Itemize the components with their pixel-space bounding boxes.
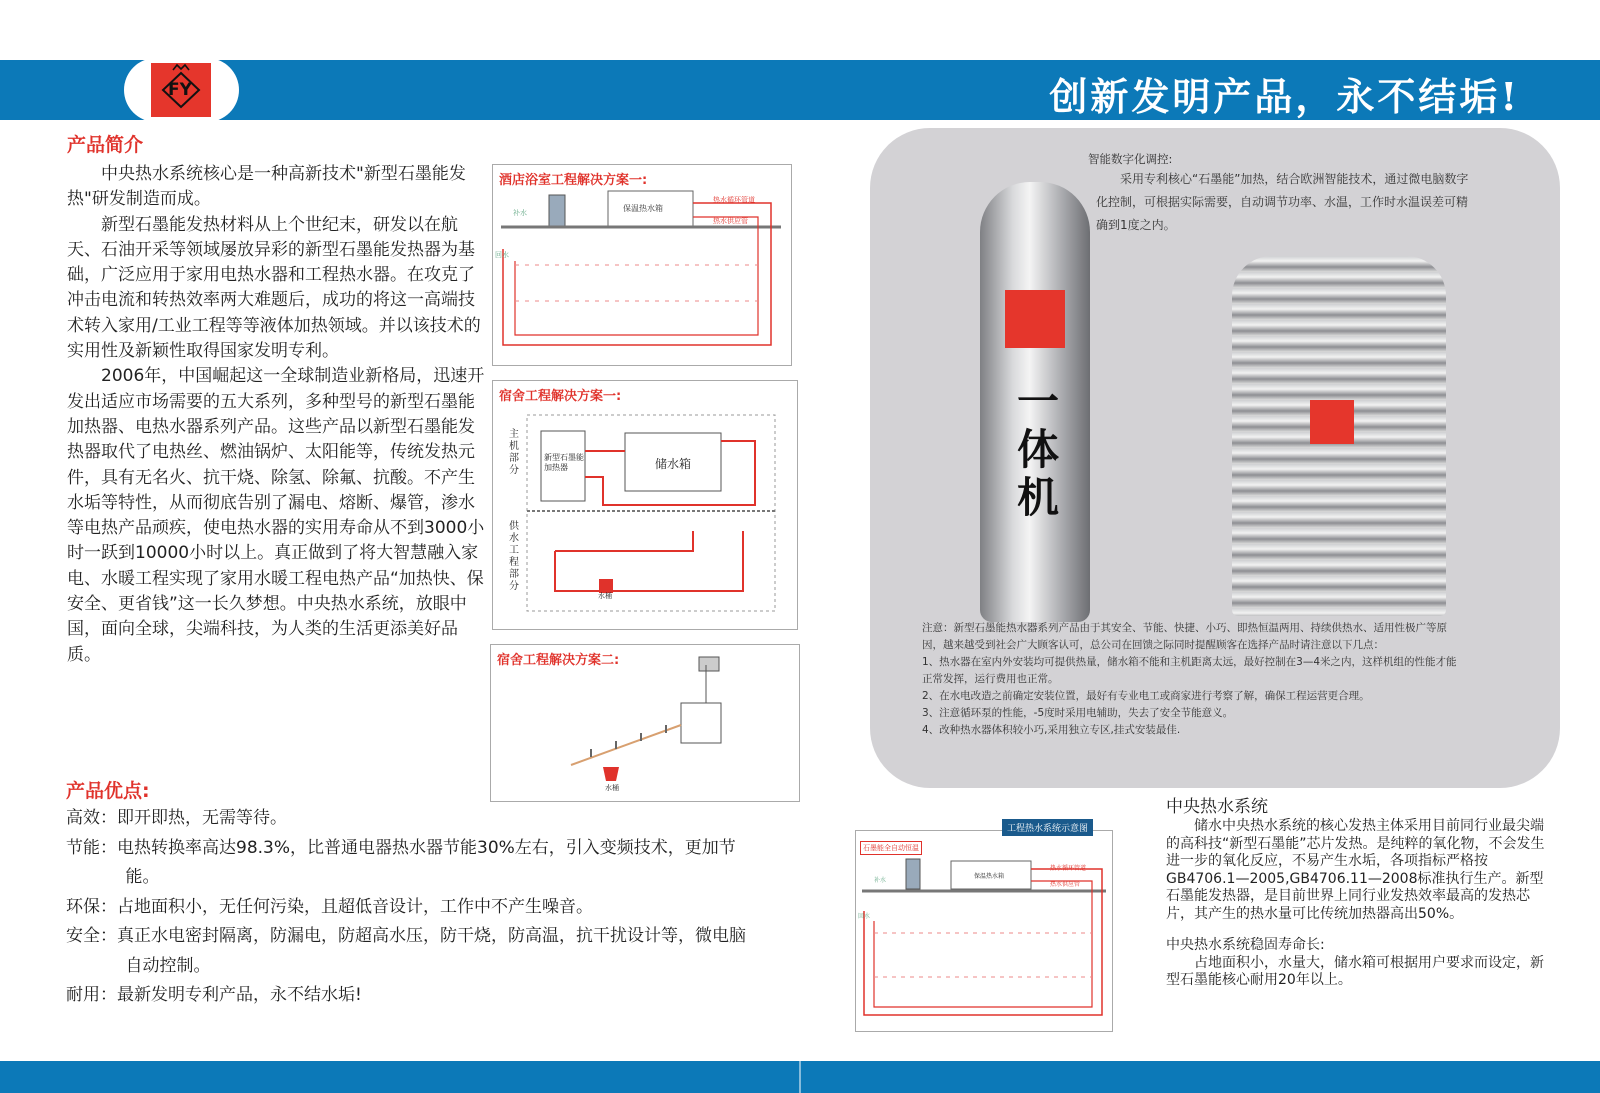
intro-paragraph-1: 中央热水系统核心是一种高新技术"新型石墨能发热"研发制造而成。 — [67, 164, 466, 210]
advantage-eco: 环保：占地面积小，无任何污染，且超低音设计，工作中不产生噪音。 — [66, 896, 593, 917]
intro-paragraph-3: 2006年，中国崛起这一全球制造业新格局，迅速开发出适应市场需要的五大系列，多种型号的新型石墨能加热器、电热水器系列产品。这些产品以新型石墨能发热器取代了电热丝、燃油锅炉、太阳能等，传统发热元件，具有无名火、抗干烧、除氢、除氟、抗酸。不产生水垢等特性，从而彻底告别了漏电、熔断、爆管，渗水等电热产品顽疾，使电热水器的实用寿命从不到3000小时一跃到10000小时以上。真正做到了将大智慧融入家电、水暖工程实现了家用水暖工程电热产品“加热快、保安全、更省钱”这一长久梦想。中央热水系统，放眼中国，面向全球，尖端科技，为人类的生活更添美好品质。 — [67, 366, 485, 665]
notice-point-2: 2、在水电改造之前确定安装位置，最好有专业电工或商家进行考察了解，确保工程运营更合理。 — [922, 690, 1370, 702]
hotel-tank-label: 保温热水箱 — [623, 204, 663, 213]
intro-text — [67, 162, 487, 668]
dorm2-diagram-drawing — [491, 645, 799, 801]
engineering-backwater-label: 回水 — [858, 913, 871, 920]
engineering-diagram-drawing — [856, 831, 1112, 1031]
dorm-solution-1-diagram — [492, 380, 798, 630]
dorm1-heater-label: 新型石墨能加热器 — [544, 453, 584, 472]
advantages-list — [66, 804, 746, 1011]
tank-logo-icon — [1310, 400, 1354, 444]
central-paragraph-1: 储水中央热水系统的核心发热主体采用目前同行业最尖端的高科技“新型石墨能”芯片发热。是纯粹的氧化物，不会发生进一步的氧化反应，不易产生水垢，各项指标严格按GB4706.1—2005,GB4706.11—2008标准执行生产。新型石墨能发热器，是目前世界上同行业发热效率最高的发热芯片，其产生的热水量可比传统加热器高出50%。 — [1166, 818, 1545, 922]
engineering-diagram-title: 工程热水系统示意图 — [1002, 819, 1093, 836]
dorm1-main-label: 主机部分 — [509, 429, 519, 476]
notice-point-4: 4、改种热水器体积较小巧,采用独立专区,挂式安装最佳. — [922, 724, 1181, 736]
advantage-durability: 耐用：最新发明专利产品，永不结水垢! — [66, 985, 362, 1005]
engineering-pipe1-label: 热水循环管道 — [1050, 865, 1087, 872]
engineering-tank-label: 保温热水箱 — [974, 873, 1005, 880]
dorm1-bucket-label: 水桶 — [598, 592, 612, 600]
logo-text: FY — [168, 80, 192, 100]
dorm1-tank-label: 储水箱 — [655, 457, 692, 471]
advantage-energy: 节能：电热转换率高达98.3%，比普通电器热水器节能30%左右，引入变频技术，更加节能。 — [66, 837, 736, 887]
unit-label: 一体机 — [1017, 377, 1060, 522]
engineering-tag: 石墨能全自动恒温 — [860, 841, 922, 855]
engineering-system-diagram — [855, 824, 1113, 1032]
central-paragraph-2: 占地面积小，水量大，储水箱可根据用户要求而设定，新型石墨能核心耐用20年以上。 — [1166, 954, 1544, 988]
dorm1-supply-label: 供水工程部分 — [509, 521, 519, 592]
dorm1-diagram-drawing — [493, 381, 797, 629]
page-fold — [799, 1061, 801, 1093]
unit-logo-icon — [1005, 290, 1065, 348]
engineering-pipe2-label: 热水供应管 — [1050, 881, 1081, 888]
dorm1-diagram-title: 宿舍工程解决方案一: — [499, 389, 622, 404]
smart-text: 采用专利核心“石墨能”加热，结合欧洲智能技术，通过微电脑数字化控制，可根据实际需要，自动调节功率、水温，工作时水温误差可精确到1度之内。 — [1096, 172, 1469, 232]
advantages-title: 产品优点: — [66, 780, 150, 802]
smart-title: 智能数字化调控: — [1088, 152, 1173, 166]
notice-point-3: 3、注意循环泵的性能，-5度时采用电辅助，失去了安全节能意义。 — [922, 707, 1234, 719]
hotel-backwater-label: 回水 — [495, 251, 509, 259]
dorm2-bucket-label: 水桶 — [605, 784, 619, 792]
storage-tank-image — [1232, 256, 1446, 616]
notice-point-1: 1、热水器在室内外安装均可提供热量，储水箱不能和主机距离太远，最好控制在3—4米之内，这样机组的性能才能正常发挥，运行费用也正常。 — [922, 656, 1457, 685]
header-slogan: 创新发明产品，永不结垢! — [1049, 74, 1520, 119]
logo-badge — [124, 58, 239, 122]
hotel-solution-diagram — [492, 164, 792, 366]
central-subtitle: 中央热水系统稳固寿命长: — [1166, 937, 1325, 953]
intro-title: 产品简介 — [67, 134, 144, 156]
dorm2-diagram-title: 宿舍工程解决方案二: — [497, 653, 620, 668]
central-system-text — [1166, 818, 1546, 990]
central-system-title: 中央热水系统 — [1166, 797, 1268, 817]
advantage-efficiency: 高效：即开即热，无需等待。 — [66, 808, 287, 828]
dorm-solution-2-diagram — [490, 644, 800, 802]
engineering-inlet-label: 补水 — [874, 877, 887, 884]
hotel-inlet-label: 补水 — [513, 209, 527, 217]
hotel-pipe1-label: 热水循环管道 — [713, 196, 755, 204]
notice-intro: 注意：新型石墨能热水器系列产品由于其安全、节能、快捷、小巧、即热恒温两用、持续供热水、适用性极广等原因，越来越受到社会广大顾客认可，总公司在回馈之际同时提醒顾客在选择产品时请注意以下几点： — [922, 622, 1447, 651]
hotel-pipe2-label: 热水供应管 — [713, 217, 748, 225]
product-photo-panel — [870, 128, 1560, 788]
hotel-diagram-title: 酒店浴室工程解决方案一: — [499, 173, 648, 188]
notice-text — [922, 620, 1462, 739]
integrated-unit-image — [980, 182, 1090, 622]
intro-paragraph-2: 新型石墨能发热材料从上个世纪末，研发以在航天、石油开采等领域屡放异彩的新型石墨能发热器为基础，广泛应用于家用电热水器和工程热水器。在攻克了冲击电流和转热效率两大难题后，成功的将这一高端技术转入家用/工业工程等等液体加热领域。并以该技术的实用性及新颖性取得国家发明专利。 — [67, 214, 481, 362]
advantage-safety: 安全：真正水电密封隔离，防漏电，防超高水压，防干烧，防高温，抗干扰设计等，微电脑自动控制。 — [66, 926, 746, 976]
